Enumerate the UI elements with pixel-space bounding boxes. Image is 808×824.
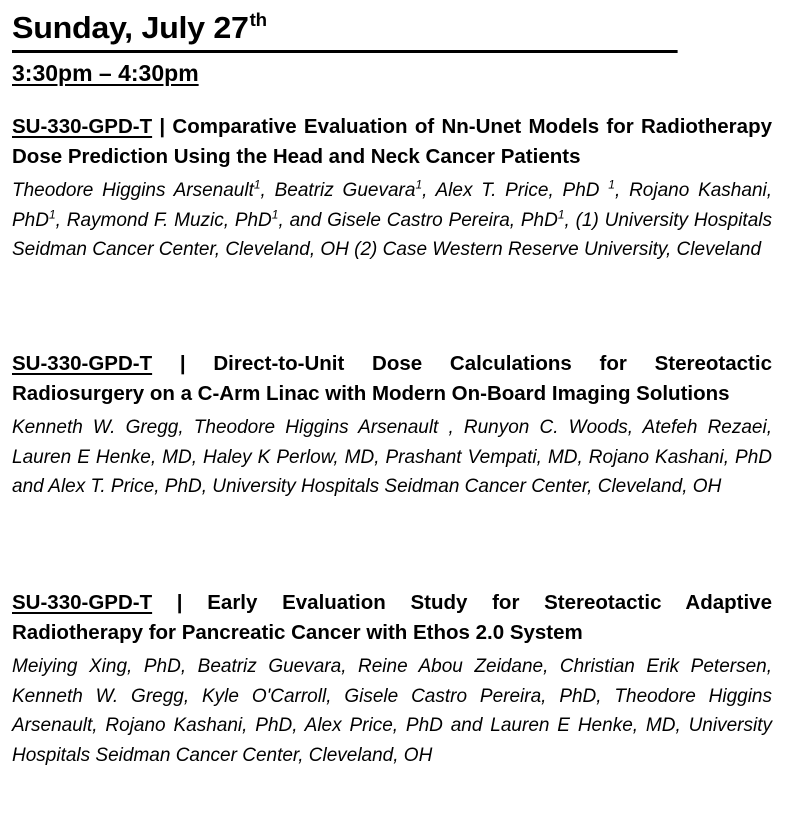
author-separator: , xyxy=(614,180,630,201)
abstract-authors: Kenneth W. Gregg, Theodore Higgins Arsenault , Runyon C. Woods, Atefeh Rezaei, Lauren E Henke, MD, Haley K Perlow, MD, Prashant Vempati, MD, Rojano Kashani, PhD and Alex T. Price, PhD, University Hospitals Seidman Cancer Center, Cleveland, OH xyxy=(12,417,772,497)
author-name: Theodore Higgins Arsenault xyxy=(12,180,254,201)
author-name: Raymond F. Muzic, PhD xyxy=(66,209,272,231)
author-separator: , xyxy=(260,180,275,201)
author-affiliation-mark: 1 xyxy=(557,207,565,222)
abstract-title xyxy=(12,112,772,172)
abstract-title-text: Comparative Evaluation of Nn-Unet Models for Radiotherapy Dose Prediction Using the Head and Neck Cancer Patients xyxy=(12,115,772,168)
abstract-entry xyxy=(12,112,772,265)
abstract-title-text: Direct-to-Unit Dose Calculations for Stereotactic Radiosurgery on a C-Arm Linac with Modern On-Board Imaging Solutions xyxy=(12,352,772,405)
abstract-authors xyxy=(12,176,772,265)
abstract-affiliations: (1) University Hospitals Seidman Cancer Center, Cleveland, OH (2) Case Western Reserve University, Cleveland xyxy=(12,209,772,260)
day-ordinal-suffix: th xyxy=(249,10,267,30)
abstract-authors: Meiying Xing, PhD, Beatriz Guevara, Reine Abou Zeidane, Christian Erik Petersen, Kenneth W. Gregg, Kyle O'Carroll, Gisele Castro Pereira, PhD, Theodore Higgins Arsenault, Rojano Kashani, PhD, Alex Price, PhD and Lauren E Henke, MD, University Hospitals Seidman Cancer Center, Cleveland, OH xyxy=(12,656,772,766)
day-text: Sunday, July 27 xyxy=(12,10,249,45)
author-name: Alex T. Price, PhD xyxy=(435,180,609,201)
abstract-code: SU-330-GPD-T xyxy=(12,591,153,614)
author-name: Gisele Castro Pereira, PhD xyxy=(327,209,558,231)
title-separator: | xyxy=(152,591,208,614)
session-day-heading xyxy=(12,10,678,53)
author-separator: , xyxy=(564,209,576,231)
author-separator: , xyxy=(422,180,436,201)
author-affiliation-mark: 1 xyxy=(253,177,261,192)
author-separator: , xyxy=(55,209,67,231)
author-name: Beatriz Guevara xyxy=(274,180,416,201)
title-separator: | xyxy=(152,352,214,375)
session-time-heading: 3:30pm – 4:30pm xyxy=(12,60,199,86)
author-affiliation-mark: 1 xyxy=(608,177,615,192)
author-affiliation-mark: 1 xyxy=(48,207,56,222)
author-affiliation-mark: 1 xyxy=(415,177,423,192)
abstract-title xyxy=(12,588,772,648)
author-separator: , and xyxy=(278,209,328,231)
abstract-code: SU-330-GPD-T xyxy=(12,352,153,375)
author-affiliation-mark: 1 xyxy=(271,207,279,222)
abstract-title xyxy=(12,349,772,409)
abstract-entry xyxy=(12,588,772,770)
author-name: Rojano Kashani, PhD xyxy=(12,180,773,231)
abstract-title-text: Early Evaluation Study for Stereotactic Adaptive Radiotherapy for Pancreatic Cancer with Ethos 2.0 System xyxy=(12,591,772,644)
abstract-entry xyxy=(12,349,772,502)
abstract-code: SU-330-GPD-T xyxy=(12,115,153,138)
title-separator: | xyxy=(152,115,173,138)
